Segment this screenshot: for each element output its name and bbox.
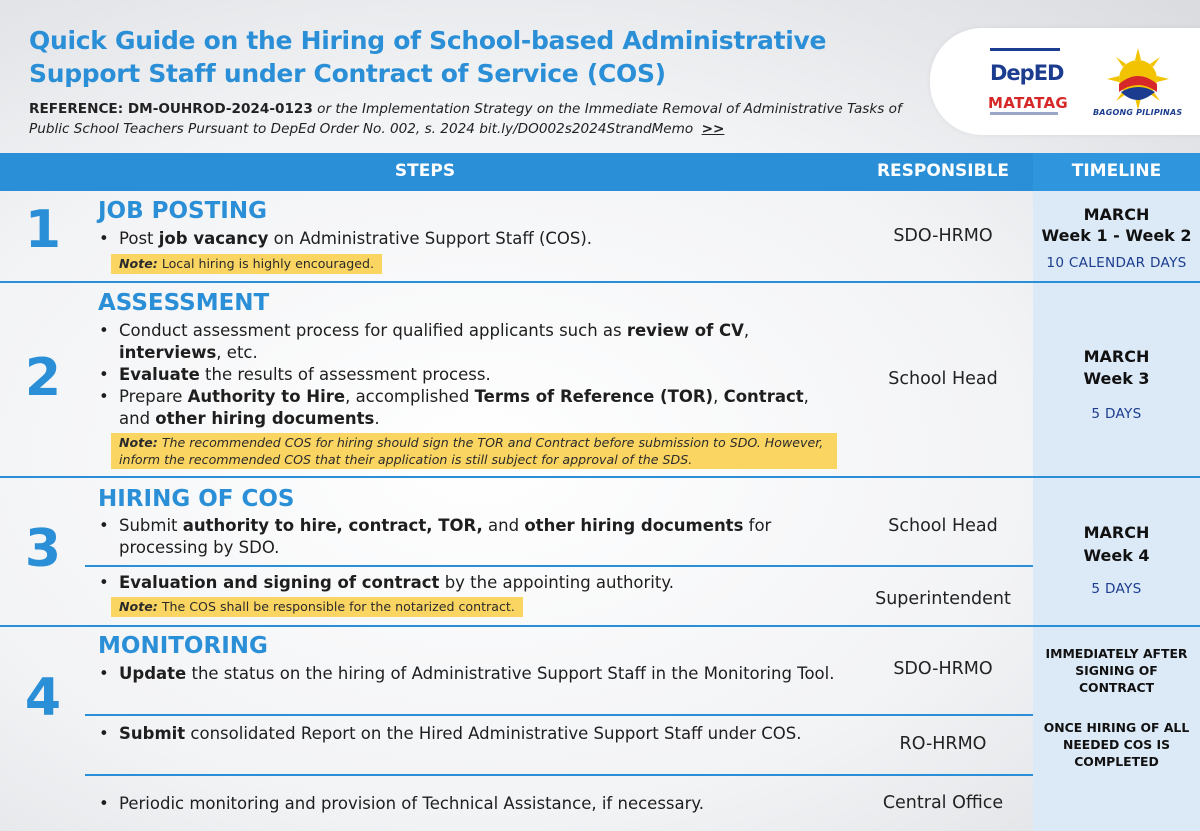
note-label: Note: xyxy=(119,256,158,271)
timeline-week: Week 4 xyxy=(1083,546,1150,565)
timeline-month: MARCH xyxy=(1083,347,1150,366)
row-divider xyxy=(0,281,1200,283)
step-bullets xyxy=(98,320,838,430)
step-bullets xyxy=(98,663,838,685)
timeline-note: IMMEDIATELY AFTER SIGNING OF CONTRACT xyxy=(1045,646,1188,695)
note-text: The COS shall be responsible for the notarized contract. xyxy=(161,599,515,614)
row-divider xyxy=(0,625,1200,627)
timeline-week: Week 3 xyxy=(1083,369,1150,388)
page-title: Quick Guide on the Hiring of School-based Administrative Support Staff under Contract of Service (COS) xyxy=(29,26,827,88)
bold-text: interviews xyxy=(119,343,217,362)
list-item: • Submit consolidated Report on the Hired Administrative Support Staff under COS. xyxy=(98,723,838,745)
column-header-timeline: TIMELINE xyxy=(1071,161,1162,181)
step-bullets xyxy=(98,572,838,594)
bold-text: other hiring documents xyxy=(524,516,744,535)
step-number: 2 xyxy=(24,348,62,408)
step-title: ASSESSMENT xyxy=(98,290,270,316)
bold-text: Update xyxy=(119,664,187,683)
timeline-note: ONCE HIRING OF ALL NEEDED COS IS COMPLETED xyxy=(1043,720,1190,769)
note-box xyxy=(111,254,382,274)
bold-text: job vacancy xyxy=(158,229,269,248)
logo-card xyxy=(930,28,1200,135)
step-bullets xyxy=(98,515,838,559)
step-bullets xyxy=(98,723,838,745)
column-header-steps: STEPS xyxy=(394,161,456,181)
reference-text xyxy=(29,99,929,139)
reference-link[interactable]: >> xyxy=(701,121,725,137)
step-number: 1 xyxy=(24,200,62,260)
sub-row-divider xyxy=(85,714,1033,716)
timeline-days: 10 CALENDAR DAYS xyxy=(1046,255,1187,271)
list-item: • Conduct assessment process for qualified applicants such as review of CV, interviews, etc. xyxy=(98,320,838,364)
note-box xyxy=(111,597,523,617)
deped-logo: DepED xyxy=(990,61,1064,85)
note-label: Note: xyxy=(119,435,158,450)
responsible-cell: SDO-HRMO xyxy=(893,226,993,246)
bold-text: other hiring documents xyxy=(155,409,375,428)
responsible-cell: SDO-HRMO xyxy=(893,659,993,679)
step-bullets xyxy=(98,793,838,815)
matatag-logo: MATATAG xyxy=(988,94,1068,112)
bold-text: Evaluate xyxy=(119,365,200,384)
timeline-month: MARCH xyxy=(1083,205,1150,224)
bold-text: Contract xyxy=(723,387,804,406)
reference-label: REFERENCE: DM-OUHROD-2024-0123 xyxy=(29,101,313,117)
responsible-cell: Superintendent xyxy=(875,589,1011,609)
responsible-cell: School Head xyxy=(888,369,998,389)
list-item: • Evaluation and signing of contract by the appointing authority. xyxy=(98,572,838,594)
step-bullets xyxy=(98,228,838,250)
timeline-week: Week 1 - Week 2 xyxy=(1041,226,1192,245)
timeline-days: 5 DAYS xyxy=(1091,581,1142,597)
bold-text: review of CV xyxy=(626,321,744,340)
sub-row-divider xyxy=(85,774,1033,776)
list-item: • Prepare Authority to Hire, accomplished Terms of Reference (TOR), Contract, and other hiring documents. xyxy=(98,386,838,430)
responsible-cell: Central Office xyxy=(882,793,1004,813)
note-text: Local hiring is highly encouraged. xyxy=(161,256,375,271)
bold-text: Authority to Hire xyxy=(187,387,346,406)
bagong-pilipinas-text: BAGONG PILIPINAS xyxy=(1093,108,1183,117)
bold-text: Terms of Reference (TOR) xyxy=(474,387,714,406)
bagong-pilipinas-seal-icon xyxy=(1105,46,1171,112)
bold-text: authority to hire, contract, TOR, xyxy=(182,516,483,535)
timeline-month: MARCH xyxy=(1083,523,1150,542)
step-title: JOB POSTING xyxy=(98,198,267,224)
list-item: • Evaluate the results of assessment process. xyxy=(98,364,838,386)
note-box xyxy=(111,433,837,469)
sub-row-divider xyxy=(85,565,1033,567)
step-title: HIRING OF COS xyxy=(98,486,295,512)
deped-logo-bar xyxy=(990,48,1060,51)
matatag-underline xyxy=(990,112,1058,115)
list-item: • Post job vacancy on Administrative Support Staff (COS). xyxy=(98,228,838,250)
note-text: The recommended COS for hiring should sign the TOR and Contract before submission to SDO. However, inform the recommended COS that their application is still subject for approval of the SDS. xyxy=(119,435,824,467)
reference-description: or the Implementation Strategy on the Immediate Removal of Administrative Tasks of Public School Teachers Pursuant to DepEd Order No. 002, s. 2024 bit.ly/DO002s2024StrandMemo xyxy=(29,101,902,137)
list-item: • Submit authority to hire, contract, TOR, and other hiring documents for processing by SDO. xyxy=(98,515,838,559)
column-header-responsible: RESPONSIBLE xyxy=(876,161,1010,181)
note-label: Note: xyxy=(119,599,158,614)
list-item: • Update the status on the hiring of Administrative Support Staff in the Monitoring Tool. xyxy=(98,663,838,685)
timeline-days: 5 DAYS xyxy=(1091,406,1142,422)
step-number: 3 xyxy=(24,519,62,579)
bold-text: Submit xyxy=(119,724,186,743)
step-title: MONITORING xyxy=(98,633,268,659)
step-number: 4 xyxy=(24,668,62,728)
responsible-cell: School Head xyxy=(888,516,998,536)
row-divider xyxy=(0,476,1200,478)
list-item: • Periodic monitoring and provision of Technical Assistance, if necessary. xyxy=(98,793,838,815)
responsible-cell: RO-HRMO xyxy=(899,734,987,754)
bold-text: Evaluation and signing of contract xyxy=(119,573,440,592)
